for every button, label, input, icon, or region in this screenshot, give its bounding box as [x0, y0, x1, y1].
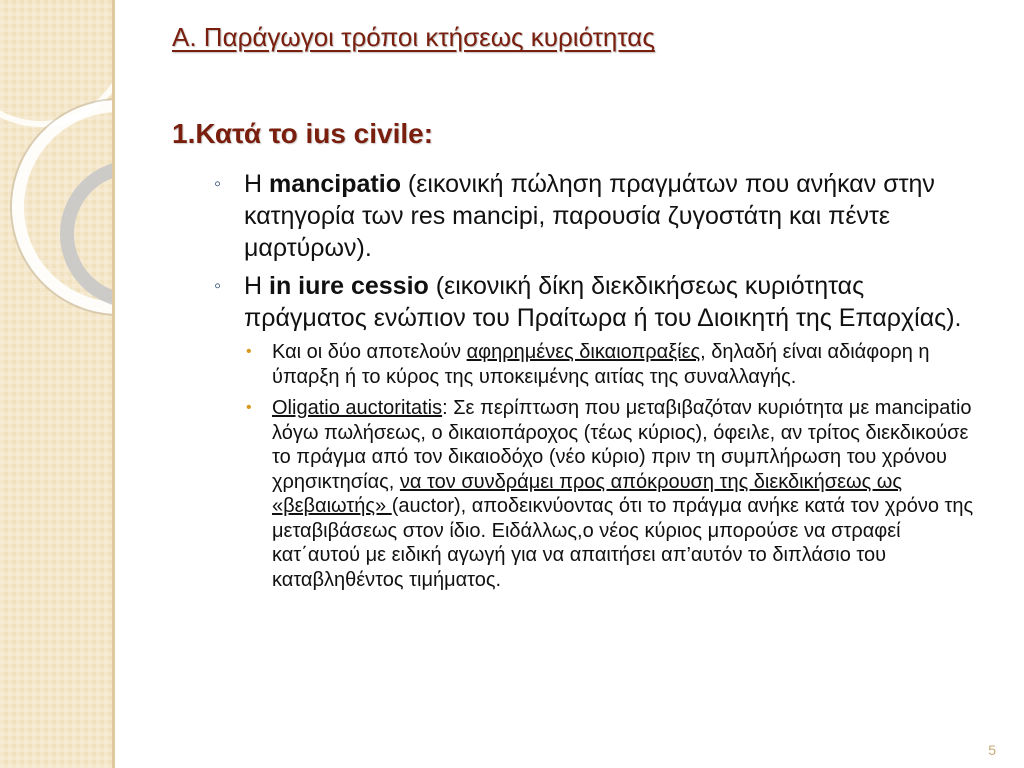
- decorative-sidebar: [0, 0, 112, 768]
- term-mancipatio: mancipatio: [874, 397, 972, 419]
- term-auctor: auctor: [398, 495, 454, 517]
- sub-list-item-abstract-transactions: • Και οι δύο αποτελούν αφηρημένες δικαιοπραξίες, δηλαδή είναι αδιάφορη η ύπαρξη ή το κύρος της υποκειμένης αιτίας της συναλλαγής.: [246, 341, 930, 388]
- underlined-phrase: αφηρημένες δικαιοπραξίες: [466, 341, 701, 363]
- underlined-term: Oligatio auctoritatis: [272, 397, 443, 419]
- slide-title: A. Παράγωγοι τρόποι κτήσεως κυριότητας: [172, 22, 655, 52]
- term-in-iure-cessio: in iure cessio: [269, 272, 429, 300]
- term-res-mancipi: res mancipi: [410, 202, 539, 230]
- list-item-mancipatio: ◦ Η mancipatio (εικονική πώληση πραγμάτων που ανήκαν στην κατηγορία των res mancipi, παρουσία ζυγοστάτη και πέντε μαρτύρων).: [214, 170, 935, 262]
- term-mancipatio: mancipatio: [269, 170, 401, 198]
- page-number: 5: [988, 742, 996, 758]
- underlined-phrase: να τον συνδράμει προς απόκρουση της διεκδικήσεως ως «βεβαιωτής»: [272, 470, 903, 517]
- dot-bullet-icon: •: [246, 343, 252, 360]
- section-heading: 1.Κατά το ius civile:: [172, 118, 434, 149]
- sub-list-item-obligatio-auctoritatis: • Oligatio auctoritatis: Σε περίπτωση που μεταβιβαζόταν κυριότητα με mancipatio λόγω πωλήσεως, ο δικαιοπάροχος (τέως κύριος), όφειλε, αν τρίτος διεκδικούσε το πράγμα από τον δικαιοδόχο (νέο κύριο) πριν τη συμπλήρωση του χρόνου χρησικτησίας, να τον συνδράμει προς απόκρουση της διεκδικήσεως ως «βεβαιωτής» (auctor), αποδεικνύοντας ότι το πράγμα ανήκε κατά τον χρόνο της μεταβιβάσεως στον ίδιο. Ειδάλλως,ο νέος κύριος μπορούσε να στραφεί κατ΄αυτού με ειδική αγωγή για να απαιτήσει απ’αυτόν το διπλάσιο του καταβληθέντος τιμήματος.: [246, 397, 974, 591]
- ring-bullet-icon: ◦: [214, 275, 222, 297]
- dot-bullet-icon: •: [246, 399, 252, 416]
- sidebar-divider: [112, 0, 115, 768]
- list-item-in-iure-cessio: ◦ Η in iure cessio (εικονική δίκη διεκδικήσεως κυριότητας πράγματος ενώπιον του Πραίτωρα ή του Διοικητή της Επαρχίας).: [214, 272, 962, 332]
- ring-bullet-icon: ◦: [214, 173, 222, 195]
- slide-body: [212, 168, 1002, 599]
